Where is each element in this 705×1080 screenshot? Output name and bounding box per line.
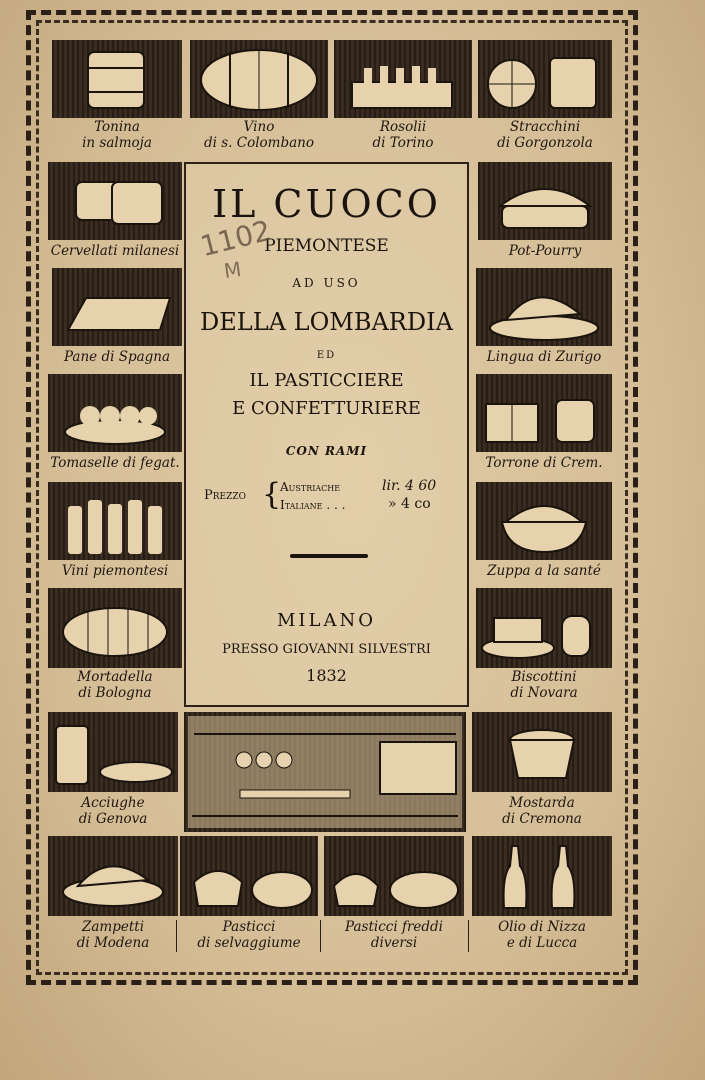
title-lombardia: DELLA LOMBARDIA [200, 308, 453, 336]
price-label: Prezzo [204, 488, 246, 503]
imprint-publisher: PRESSO GIOVANNI SILVESTRI [222, 642, 431, 657]
tile-zuppa [476, 482, 612, 584]
soup-tureen-icon [476, 482, 612, 560]
wine-bottles-icon [48, 482, 182, 560]
tile-olio [472, 836, 612, 956]
liqueur-bottles-icon [334, 40, 472, 118]
tile-vini-piemontesi [48, 482, 182, 584]
caption-line1: Pasticci freddi [345, 919, 443, 935]
price-row1-name: Austriache [280, 480, 341, 494]
nougat-boxes-icon [476, 374, 612, 452]
mortadella-icon [48, 588, 182, 668]
caption-line2: di Novara [510, 685, 578, 701]
caption-line1: Zuppa a la santé [487, 563, 601, 579]
title-ad-uso: AD USO [292, 276, 361, 290]
caption-line2: di Bologna [78, 685, 152, 701]
kitchen-interior-icon [184, 712, 466, 832]
tile-pasticci-freddi [324, 836, 464, 956]
handwritten-mark: M [222, 256, 243, 284]
caption-line1: Stracchini [509, 119, 581, 135]
caption-line1: Zampetti [81, 919, 145, 935]
tile-lingua [476, 268, 612, 370]
tile-rosolii [334, 40, 472, 158]
price-row1-value: lir. 4 60 [382, 478, 437, 494]
caption-line1: Tonina [94, 119, 140, 135]
caption-line1: Mortadella [77, 669, 153, 685]
tile-zampetti [48, 836, 178, 956]
tile-mortadella [48, 588, 182, 706]
mustard-pot-icon [472, 712, 612, 792]
caption-line2: diversi [370, 935, 418, 951]
anchovy-jar-icon [48, 712, 178, 792]
sponge-cake-icon [52, 268, 182, 346]
imprint-year: 1832 [306, 666, 347, 685]
tile-biscottini [476, 588, 612, 706]
caption-line2: di selvaggiume [197, 935, 301, 951]
tile-pot-pourry [478, 162, 612, 264]
caption-line1: Cervellati milanesi [50, 243, 180, 259]
tureen-icon [478, 162, 612, 240]
cheese-rounds-icon [478, 40, 612, 118]
title-pasticciere: IL PASTICCIERE [249, 370, 404, 391]
tile-pasticci-selvaggiume [180, 836, 318, 956]
caption-line1: Torrone di Crem. [485, 455, 603, 471]
title-main: IL CUOCO [212, 182, 441, 226]
tile-mostarda [472, 712, 612, 832]
caption-line1: Pane di Spagna [63, 349, 171, 365]
caption-line1: Rosolii [379, 119, 427, 135]
caption-line2: di s. Colombano [204, 135, 314, 151]
kitchen-scene [184, 712, 466, 832]
caption-line1: Pot-Pourry [508, 243, 582, 259]
price-block [204, 476, 464, 516]
biscuits-icon [476, 588, 612, 668]
caption-line1: Tomaselle di fegat. [50, 455, 180, 471]
caption-line2: di Torino [372, 135, 434, 151]
tile-acciughe [48, 712, 178, 832]
tile-pane-di-spagna [52, 268, 182, 370]
tile-cervellati [48, 162, 182, 264]
title-con-rami: CON RAMI [285, 444, 368, 458]
caption-line2: di Genova [78, 811, 148, 827]
sausage-pots-icon [48, 162, 182, 240]
wine-cask-icon [190, 40, 328, 118]
caption-line1: Pasticci [222, 919, 276, 935]
tile-tonina [52, 40, 182, 158]
oil-bottles-icon [472, 836, 612, 916]
caption-line1: Mostarda [509, 795, 575, 811]
price-row2-name: Italiane . . . [280, 498, 346, 512]
caption-divider [176, 920, 177, 952]
caption-line2: di Gorgonzola [497, 135, 593, 151]
caption-line1: Olio di Nizza [498, 919, 586, 935]
brace-icon: { [262, 477, 282, 512]
tuna-barrel-icon [52, 40, 182, 118]
price-row2-value: » 4 co [388, 496, 431, 512]
caption-divider [468, 920, 469, 952]
tile-tomaselle [48, 374, 182, 476]
caption-line2: di Cremona [502, 811, 582, 827]
caption-divider [320, 920, 321, 952]
tile-torrone [476, 374, 612, 476]
handwritten-number: 1102 [197, 213, 275, 264]
caption-line1: Vini piemontesi [61, 563, 169, 579]
pig-trotters-icon [48, 836, 178, 916]
caption-line1: Biscottini [511, 669, 577, 685]
imprint-city: MILANO [277, 610, 376, 631]
ornament-rule [290, 554, 368, 558]
title-piemontese: PIEMONTESE [264, 236, 389, 256]
title-ed: ED [316, 350, 337, 361]
caption-line1: Lingua di Zurigo [486, 349, 602, 365]
tile-stracchini [478, 40, 612, 158]
caption-line2: di Modena [76, 935, 150, 951]
tile-vino [190, 40, 328, 158]
caption-line2: in salmoja [82, 135, 152, 151]
tongue-plate-icon [476, 268, 612, 346]
game-pies-icon [180, 836, 318, 916]
caption-line2: e di Lucca [506, 935, 578, 951]
cold-pies-icon [324, 836, 464, 916]
caption-line1: Vino [243, 119, 275, 135]
liver-dumplings-icon [48, 374, 182, 452]
title-confetturiere: E CONFETTURIERE [232, 398, 421, 419]
caption-line1: Acciughe [81, 795, 145, 811]
